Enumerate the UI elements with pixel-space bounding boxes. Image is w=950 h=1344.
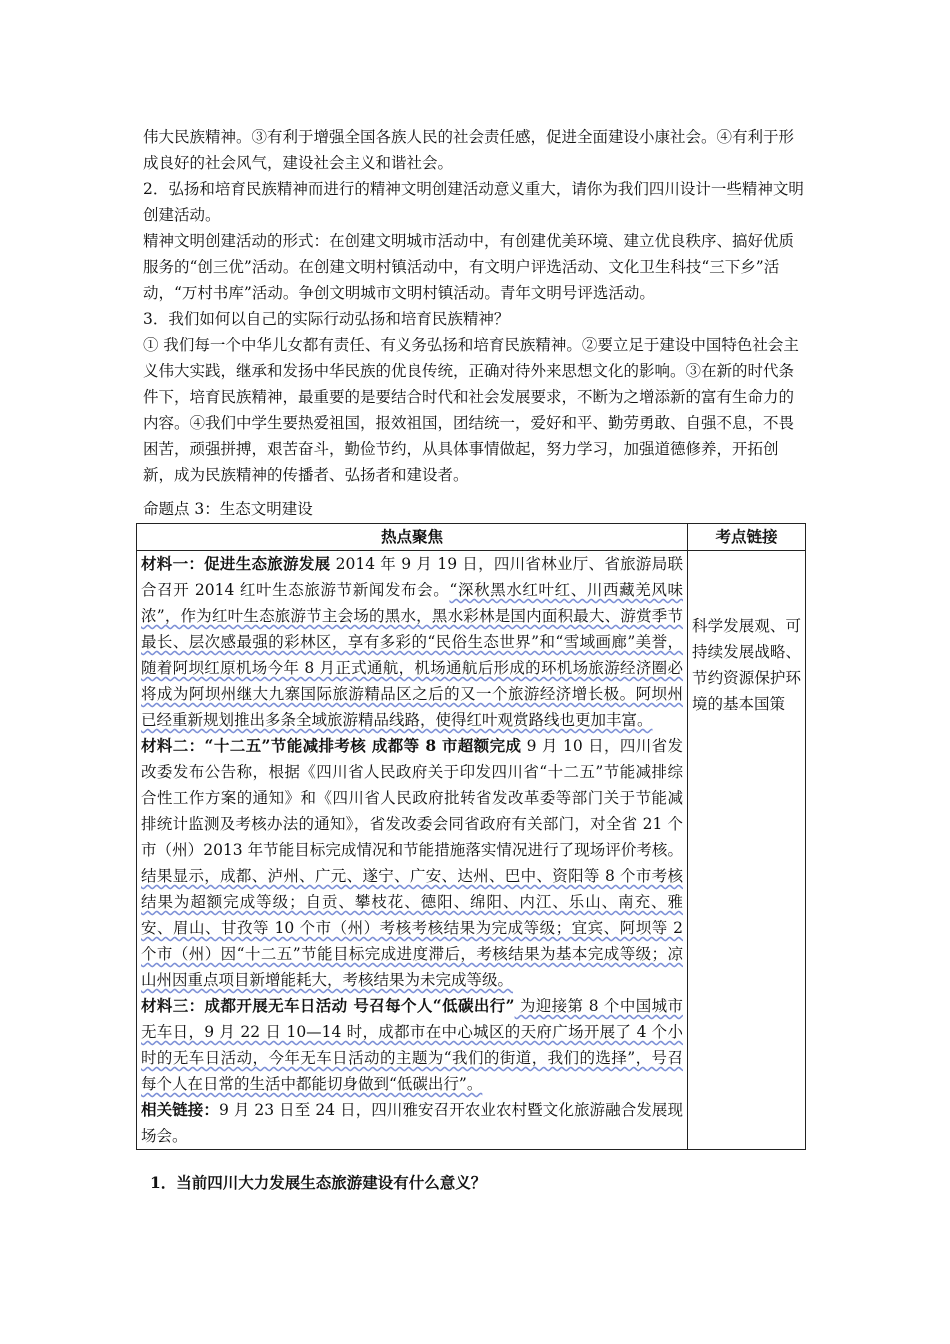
material-1-text: 2014 年 9 月 19 日，四川省林业厅、省旅游局联合召开 2014 红叶生态旅游节新闻发布会。	[141, 555, 683, 599]
answer-3: ① 我们每一个中华儿女都有责任、有义务弘扬和培育民族精神。②要立足于建设中国特色社会主义伟大实践，继承和发扬中华民族的优良传统，正确对待外来思想文化的影响。③在新的时代条件下，培育民族精神，最重要的是要结合时代和社会发展要求，不断为之增添新的富有生命力的内容。④我们中学生要热爱祖国，报效祖国，团结统一，爱好和平、勤劳勇敢、自强不息，不畏困苦，顽强拼搏，艰苦奋斗，勤俭节约，从具体事情做起，努力学习，加强道德修养，开拓创新，成为民族精神的传播者、弘扬者和建设者。	[143, 336, 799, 484]
material-1-title: 材料一：促进生态旅游发展	[141, 554, 331, 573]
material-3	[141, 993, 683, 1097]
related-link	[141, 1097, 683, 1149]
related-link-text: 9 月 23 日至 24 日，四川雅安召开农业农村暨文化旅游融合发展现场会。	[141, 1101, 683, 1145]
related-link-title: 相关链接：	[141, 1100, 219, 1119]
material-3-highlight: 为迎接第 8 个中国城市无车日，9 月 22 日 10—14 时，成都市在中心城区的天府广场开展了 4 个小时的无车日活动，今年无车日活动的主题为“我们的街道，我们的选择”，号召每个人在日常的生活中都能切身做到“低碳出行”。	[141, 997, 683, 1093]
table-body-row	[137, 551, 806, 1150]
question-2: 2．弘扬和培育民族精神而进行的精神文明创建活动意义重大，请你为我们四川设计一些精神文明创建活动。	[143, 180, 804, 224]
materials-cell	[137, 551, 688, 1150]
header-link: 考点链接	[688, 524, 806, 551]
header-hotspot: 热点聚焦	[137, 524, 688, 551]
intro-paragraph-1: 伟大民族精神。③有利于增强全国各族人民的社会责任感，促进全面建设小康社会。④有利于形成良好的社会风气，建设社会主义和谐社会。	[143, 128, 795, 172]
material-1	[141, 551, 683, 733]
material-2-title: 材料二：“十二五”节能减排考核 成都等 8 市超额完成	[141, 736, 522, 755]
material-2-text: 9 月 10 日，四川省发改委发布公告称，根据《四川省人民政府关于印发四川省“十二五”节能减排综合性工作方案的通知》和《四川省人民政府批转省发改革委等部门关于节能减排统计监测及考核办法的通知》，省发改委会同省政府有关部门，对全省 21 个市（州）2013 年节能目标完成情况和节能措施落实情况进行了现场评价考核。	[141, 737, 683, 859]
question-3: 3．我们如何以自己的实际行动弘扬和培育民族精神？	[143, 310, 510, 328]
material-3-title: 材料三：成都开展无车日活动 号召每个人“低碳出行”	[141, 996, 515, 1015]
material-2-highlight: 结果显示，成都、泸州、广元、遂宁、广安、达州、巴中、资阳等 8 个市考核结果为超额完成等级；自贡、攀枝花、德阳、绵阳、内江、乐山、南充、雅安、眉山、甘孜等 10 个市（州）考核考核结果为完成等级；宜宾、阿坝等 2 个市（州）因“十二五”节能目标完成进度滞后，考核结果为基本完成等级；凉山州因重点项目新增能耗大，考核结果为未完成等级。	[141, 867, 683, 989]
table-header-row	[137, 524, 806, 551]
hotspot-table	[136, 523, 806, 1150]
section-title: 命题点 3：生态文明建设	[143, 500, 313, 518]
material-2	[141, 733, 683, 993]
question-1: 1．当前四川大力发展生态旅游建设有什么意义？	[150, 1173, 487, 1192]
exam-link-cell: 科学发展观、可持续发展战略、节约资源保护环境的基本国策	[688, 551, 806, 1150]
material-1-highlight: “深秋黑水红叶红、川西藏羌风味浓”，作为红叶生态旅游节主会场的黑水，黑水彩林是国内面积最大、游赏季节最长、层次感最强的彩林区，享有多彩的“民俗生态世界”和“雪域画廊”美誉，随着阿坝红原机场今年 8 月正式通航，机场通航后形成的环机场旅游经济圈必将成为阿坝州继大九寨国际旅游精品区之后的又一个旅游经济增长极。阿坝州已经重新规划推出多条全域旅游精品线路，使得红叶观赏路线也更加丰富。	[141, 581, 683, 729]
answer-2: 精神文明创建活动的形式：在创建文明城市活动中，有创建优美环境、建立优良秩序、搞好优质服务的“创三优”活动。在创建文明村镇活动中，有文明户评选活动、文化卫生科技“三下乡”活动，“万村书库”活动。争创文明城市文明村镇活动。青年文明号评选活动。	[143, 232, 795, 302]
